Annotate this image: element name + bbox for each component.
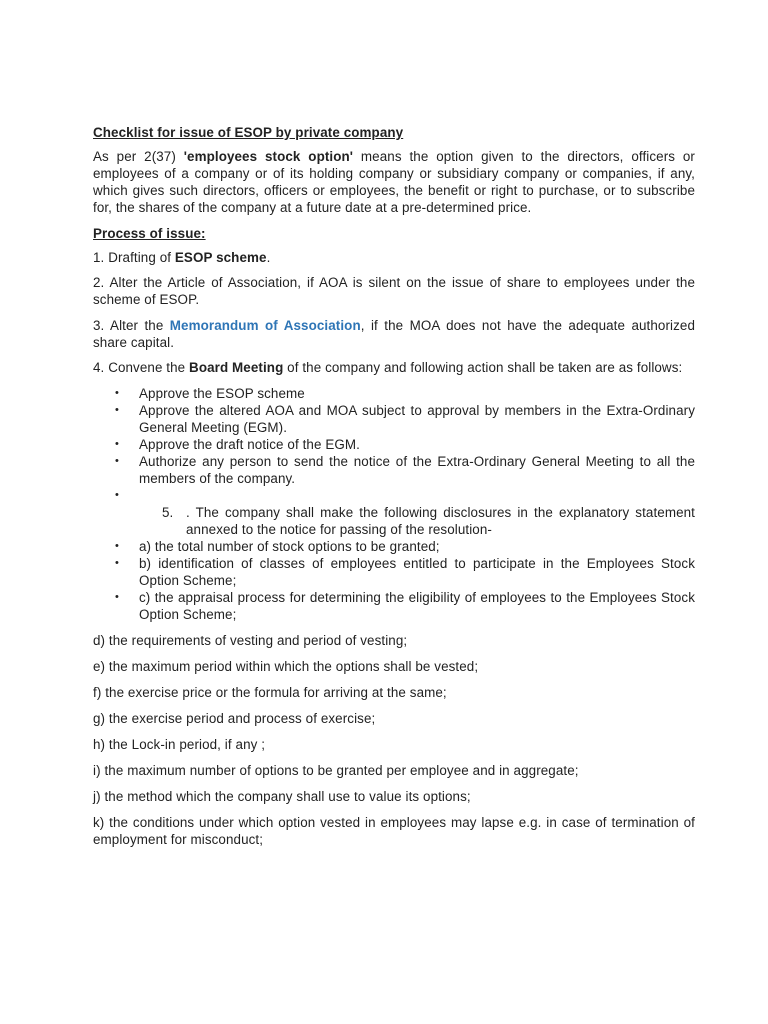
step-4-bold: Board Meeting [189, 360, 284, 375]
list-item-text: c) the appraisal process for determining the eligibility of employees to the Employees Stock Option Scheme; [139, 589, 695, 622]
bullet-icon: • [115, 488, 119, 501]
step-1 [93, 249, 695, 266]
list-item: f) the exercise price or the formula for arriving at the same; [93, 684, 447, 700]
list-item-text: Approve the draft notice of the EGM. [139, 436, 360, 452]
document-title: Checklist for issue of ESOP by private company [93, 125, 404, 140]
list-item-text: Approve the altered AOA and MOA subject to approval by members in the Extra-Ordinary General Meeting (EGM). [139, 402, 695, 435]
step-2: 2. Alter the Article of Association, if AOA is silent on the issue of share to employees under the scheme of ESOP. [93, 275, 695, 307]
intro-term: 'employees stock option' [183, 149, 354, 164]
memorandum-link[interactable]: Memorandum of Association [169, 317, 361, 333]
step-4-text: 4. Convene the [93, 360, 190, 375]
list-item-text: a) the total number of stock options to be granted; [139, 538, 440, 554]
process-heading: Process of issue: [93, 225, 206, 241]
document-body [93, 124, 695, 857]
list-item [93, 385, 695, 402]
step-1-end: . [266, 249, 271, 265]
list-item [93, 589, 695, 623]
bullet-icon: • [115, 437, 119, 450]
step-4 [93, 359, 695, 376]
step-1-bold: ESOP scheme [174, 249, 267, 265]
disclosures-bulleted-list [93, 538, 695, 623]
list-item [93, 555, 695, 589]
board-actions-list [93, 385, 695, 504]
list-item-text: Authorize any person to send the notice of the Extra-Ordinary General Meeting to all the members of the company. [139, 453, 695, 486]
step-5-number: 5. [162, 504, 174, 520]
list-item [93, 453, 695, 487]
intro-post: means the option given to the directors, officers or employees of a company or of its holding company or subsidiary company or companies, if any, which gives such directors, officers or employees, the benefit or right to purchase, or to subscribe for, the shares of the company at a future date at a pre-determined price. [93, 149, 695, 215]
empty-list-item [93, 487, 695, 504]
list-item-text: Approve the ESOP scheme [139, 385, 305, 401]
disclosures-plain-list [93, 632, 695, 848]
bullet-icon: • [115, 454, 119, 467]
list-item: i) the maximum number of options to be granted per employee and in aggregate; [93, 762, 579, 778]
list-item: j) the method which the company shall use to value its options; [93, 788, 471, 804]
bullet-icon: • [115, 539, 119, 552]
list-item: h) the Lock-in period, if any ; [93, 736, 266, 752]
bullet-icon: • [115, 556, 119, 569]
intro-pre: As per 2(37) [93, 149, 184, 164]
list-item: g) the exercise period and process of exercise; [93, 710, 376, 726]
list-item [93, 436, 695, 453]
step-3 [93, 317, 695, 351]
bullet-icon: • [115, 403, 119, 416]
step-5 [93, 504, 695, 538]
intro-paragraph [93, 148, 695, 216]
list-item: k) the conditions under which option vested in employees may lapse e.g. in case of termination of employment for misconduct; [93, 814, 695, 847]
step-3-text: 3. Alter the [93, 317, 170, 333]
bullet-icon: • [115, 386, 119, 399]
list-item: d) the requirements of vesting and period of vesting; [93, 632, 408, 648]
list-item [93, 538, 695, 555]
step-5-text: . The company shall make the following disclosures in the explanatory statement annexed to the notice for passing of the resolution- [186, 504, 695, 537]
list-item-text: b) identification of classes of employees entitled to participate in the Employees Stock Option Scheme; [139, 555, 695, 588]
list-item [93, 402, 695, 436]
list-item: e) the maximum period within which the options shall be vested; [93, 658, 479, 674]
step-3-end: , if the MOA does not have the adequate authorized share capital. [93, 317, 695, 350]
step-1-text: 1. Drafting of [93, 249, 175, 265]
bullet-icon: • [115, 590, 119, 603]
step-4-end: of the company and following action shall be taken are as follows: [283, 360, 683, 375]
